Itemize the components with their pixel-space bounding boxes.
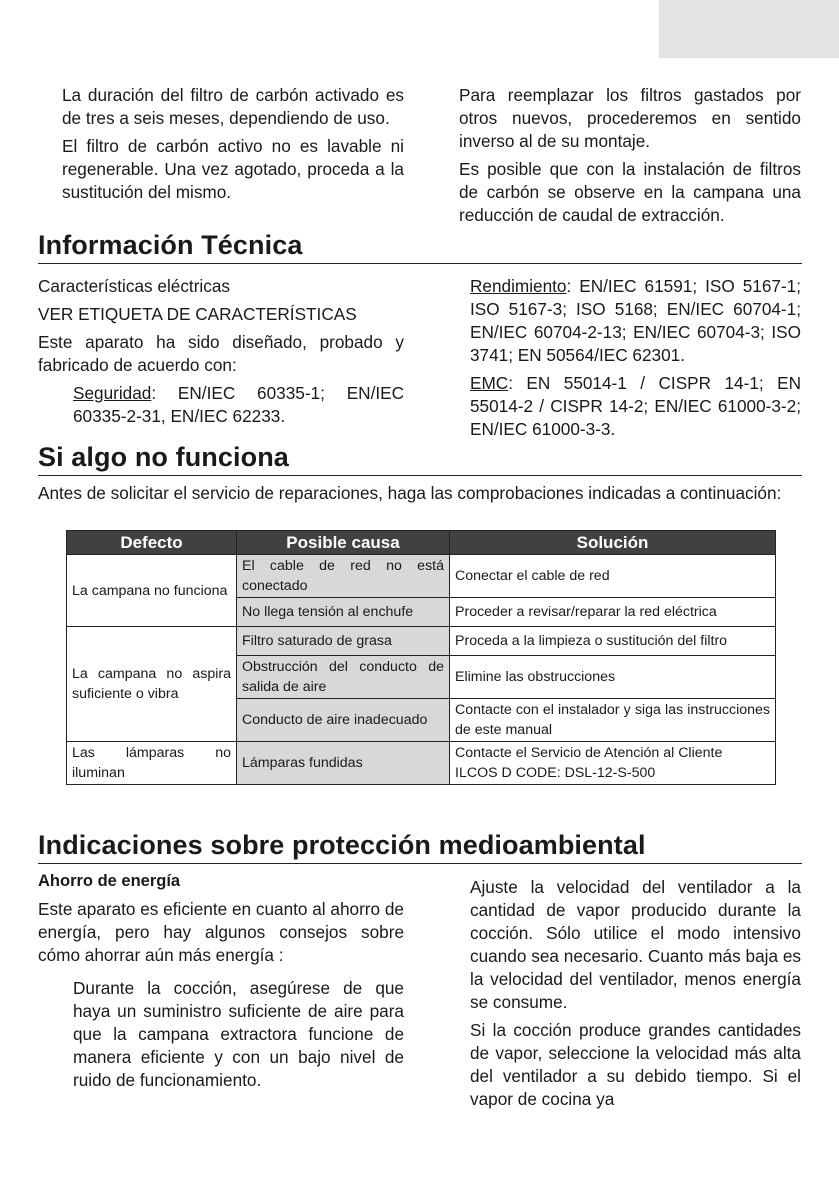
see-label-text: VER ETIQUETA DE CARACTERÍSTICAS (38, 304, 357, 324)
high-steam-text: Si la cocción produce grandes cantidades de vapor, seleccione la velocidad más alta del ventilador a su debido tiempo. Si el vapor de cocina ya (470, 1020, 801, 1109)
table-row (67, 555, 776, 598)
solution-line: Contacte el Servicio de Atención al Cliente (455, 745, 723, 761)
defect-cell: La campana no aspira suficiente o vibra (67, 627, 237, 742)
air-supply-text: Durante la cocción, asegúrese de que haya un suministro suficiente de aire para que la campana extractora funcione de manera eficiente y con un bajo nivel de ruido de funcionamiento. (73, 978, 404, 1090)
column-header-cause: Posible causa (237, 531, 450, 555)
environment-heading: Indicaciones sobre protección medioambiental (38, 829, 802, 864)
energy-saving-subheading: Ahorro de energía (38, 872, 181, 890)
safety-standards (38, 382, 404, 428)
emc-text: : EN 55014-1 / CISPR 14-1; EN 55014-2 / CISPR 14-2; EN/IEC 61000-3-2; EN/IEC 61000-3-3. (470, 373, 801, 439)
table-row (67, 627, 776, 656)
cause-cell: Lámparas fundidas (237, 742, 450, 785)
solution-cell: Elimine las obstrucciones (450, 656, 776, 699)
column-header-solution: Solución (450, 531, 776, 555)
electrical-characteristics-label: Características eléctricas (38, 276, 230, 296)
technical-info-right (470, 275, 801, 441)
solution-cell: Contacte con el instalador y siga las instrucciones de este manual (450, 699, 776, 742)
designed-according-text: Este aparato ha sido diseñado, probado y fabricado de acuerdo con: (38, 332, 404, 375)
solution-cell: Proceder a revisar/reparar la red eléctrica (450, 598, 776, 627)
environment-right (470, 876, 801, 1111)
environment-left (38, 870, 404, 1092)
cause-cell: Conducto de aire inadecuado (237, 699, 450, 742)
defect-cell: La campana no funciona (67, 555, 237, 627)
energy-efficient-text: Este aparato es eficiente en cuanto al ahorro de energía, pero hay algunos consejos sobre cómo ahorrar aún más energía : (38, 899, 404, 965)
filter-replace-text: Para reemplazar los filtros gastados por otros nuevos, procederemos en sentido inverso al de su montaje. (459, 85, 801, 151)
emc-label: EMC (470, 373, 509, 393)
troubleshoot-intro-text: Antes de solicitar el servicio de reparaciones, haga las comprobaciones indicadas a continuación: (38, 483, 782, 503)
defect-cell: Las lámparas no iluminan (67, 742, 237, 785)
performance-label: Rendimiento (470, 276, 567, 296)
emc-standards (470, 372, 801, 441)
performance-standards (470, 275, 801, 367)
table-header-row (67, 531, 776, 555)
flow-reduction-text: Es posible que con la instalación de filtros de carbón se observe en la campana una reducción de caudal de extracción. (459, 159, 801, 225)
troubleshoot-intro (38, 482, 801, 505)
solution-cell: Conectar el cable de red (450, 555, 776, 598)
safety-text: : EN/IEC 60335-1; EN/IEC 60335-2-31, EN/IEC 62233. (73, 383, 404, 426)
technical-info-left (38, 275, 404, 428)
solution-cell: Proceda a la limpieza o sustitución del filtro (450, 627, 776, 656)
carbon-filter-duration-text: La duración del filtro de carbón activado es de tres a seis meses, dependiendo de uso. (62, 85, 404, 128)
top-right-column (459, 84, 801, 227)
table-row (67, 742, 776, 785)
performance-text: : EN/IEC 61591; ISO 5167-1; ISO 5167-3; ISO 5168; EN/IEC 60704-1; EN/IEC 60704-2-13; EN/IEC 60704-3; ISO 3741; EN 50564/IEC 62301. (470, 276, 801, 365)
cause-cell: El cable de red no está conectado (237, 555, 450, 598)
troubleshoot-table (66, 530, 776, 785)
top-left-column (62, 84, 404, 204)
column-header-defect: Defecto (67, 531, 237, 555)
troubleshoot-heading: Si algo no funciona (38, 441, 802, 476)
technical-info-heading: Información Técnica (38, 229, 802, 264)
solution-cell (450, 742, 776, 785)
cause-cell: Obstrucción del conducto de salida de aire (237, 656, 450, 699)
cause-cell: Filtro saturado de grasa (237, 627, 450, 656)
fan-speed-text: Ajuste la velocidad del ventilador a la cantidad de vapor producido durante la cocción. Sólo utilice el modo intensivo cuando sea necesario. Cuanto más baja es la velocidad del ventilador, menos energía se consume. (470, 877, 801, 1012)
cause-cell: No llega tensión al enchufe (237, 598, 450, 627)
page-corner-tab (659, 0, 839, 58)
ilcos-code: ILCOS D CODE: DSL-12-S-500 (455, 765, 656, 781)
safety-label: Seguridad (73, 383, 152, 403)
carbon-filter-washable-text: El filtro de carbón activo no es lavable ni regenerable. Una vez agotado, proceda a la sustitución del mismo. (62, 136, 404, 202)
